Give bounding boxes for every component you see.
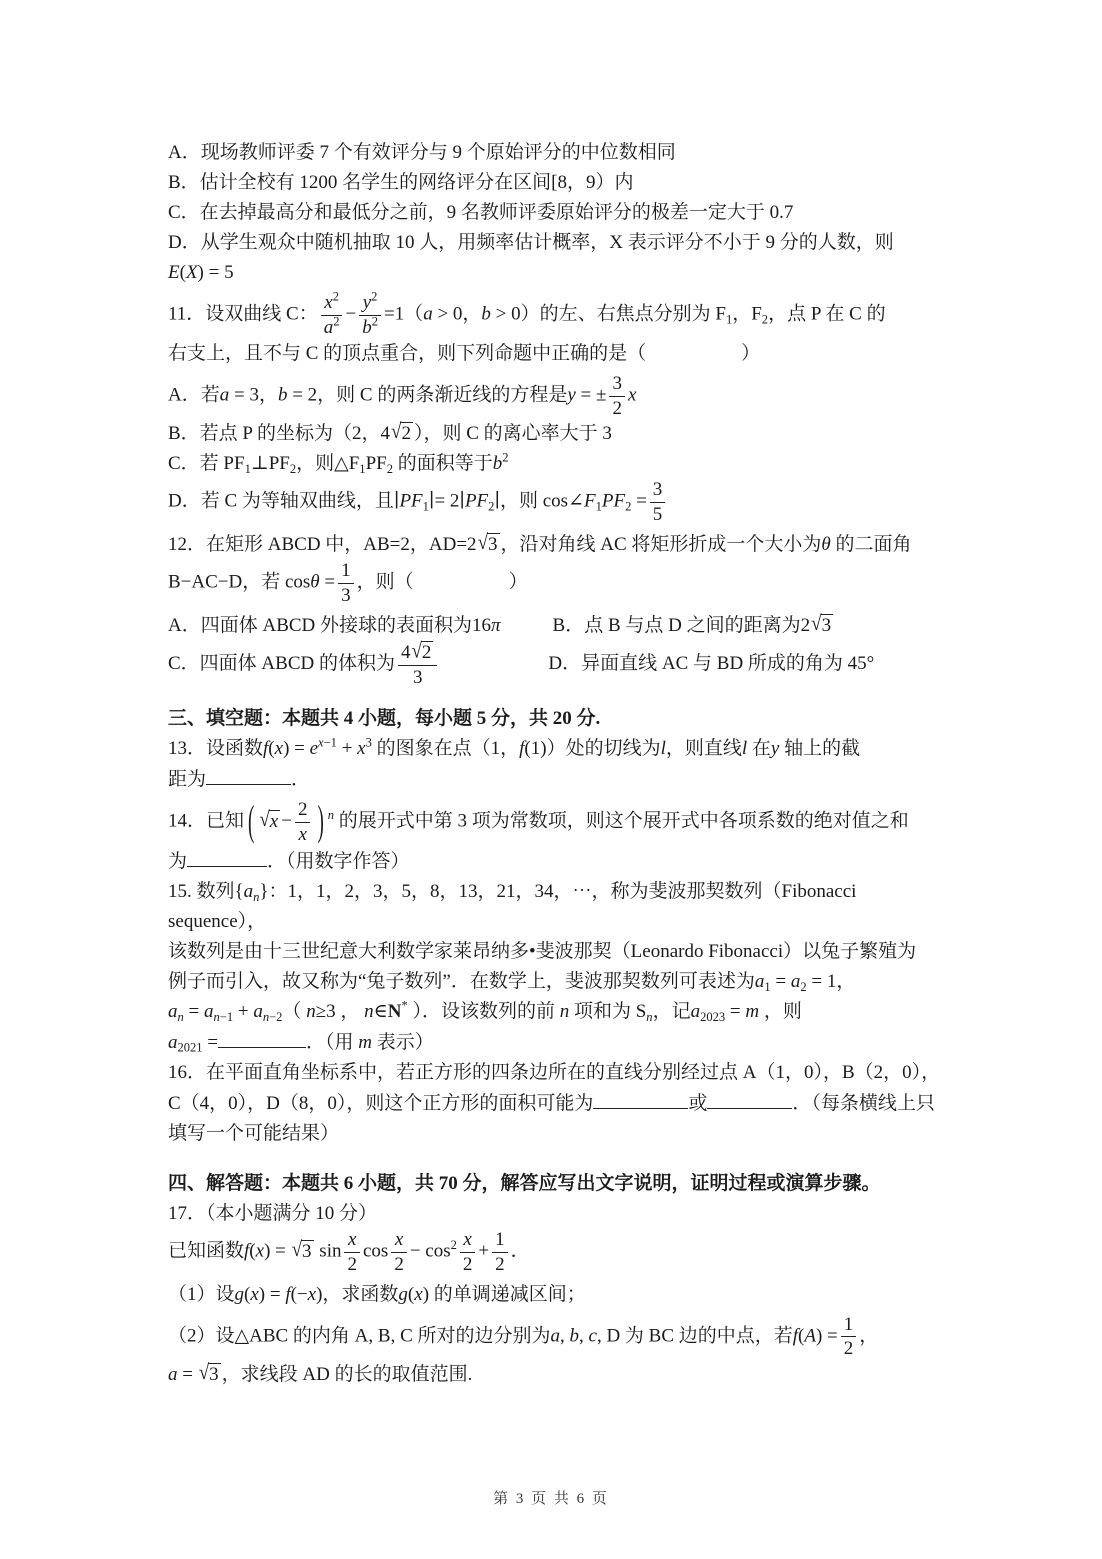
q15-stem-line5: $a_{2021}$ = ．（用 m 表示） [168,1027,946,1058]
q11-option-d: D．若 C 为等轴双曲线，且$∣PF_1∣=$ $2∣PF_2∣$，则 $\cos\angle F_1PF_2$ = $\frac{3}{5}$ [168,479,946,526]
q10-option-d-formula: E(X) = 5 [168,262,234,283]
q15-stem-line4: $a_n = a_{n-1} + a_{n-2}$（ n≥3 ， n∈N* ）．设该数列的前 n 项和为 $S_n$，记$a_{2023} = m$ ，则 [168,998,802,1024]
q12-stem-line2: B−AC−D，若 cosθ = $\frac{1}{3}$ ，则（ ） [168,560,528,606]
q17-function: 已知函数f(x) = √3 sin $\frac{x}{2}$ cos $\frac{x}{2}$ − $\cos^2$ $\frac{x}{2}$ + $\frac{1}{2}$ ． [168,1228,530,1275]
q15-stem-line2: 该数列是由十三世纪意大利数学家莱昂纳多•斐波那契（Leonardo Fibonacci）以兔子繁殖为 [168,941,917,962]
q12-stem-line1: 12．在矩形 ABCD 中，AB=2，AD=2√3 ，沿对角线 AC 将矩形折成一个大小为θ 的二面角 [168,530,912,556]
q11-option-b: B．若点 P 的坐标为（2，4√2 ），则 C 的离心率大于 3 [168,420,612,445]
page-content [168,138,946,1390]
q17-part2-line1: （2）设△ABC 的内角 A, B, C 所对的边分别为a, b, c, D 为 BC 边的中点，若f(A) = $\frac{1}{2}$ ， [168,1313,879,1360]
q13-stem-line2: 距为 ． [168,764,946,795]
q17-title: 17．（本小题满分 10 分） [168,1202,378,1224]
q17-part2-line2: a = √3 ，求线段 AD 的长的取值范围. [168,1361,473,1386]
section3-header: 三、填空题：本题共 4 小题，每小题 5 分，共 20 分. [168,708,601,730]
q10-option-d: D．从学生观众中随机抽取 10 人，用频率估计概率，X 表示评分不小于 9 分的人数，则 [168,232,894,253]
section4-header: 四、解答题：本题共 6 小题，共 70 分，解答应写出文字说明，证明过程或演算步骤。 [168,1172,881,1194]
q16-stem-line3: 填写一个可能结果） [168,1122,340,1144]
q10-option-a: A．现场教师评委 7 个有效评分与 9 个原始评分的中位数相同 [168,142,676,163]
q11-stem-line1: 11．设双曲线 C： $\frac{x^2}{a^2}$ − $\frac{y^2}{b^2}$ =1（a > 0，b > 0）的左、右焦点分别为 $F_1$，$F_2$，点 P 在 C 的 [168,289,886,338]
q16-stem-line2: C（4，0），D（8，0），则这个正方形的面积可能为 或 ．（每条横线上只 [168,1088,946,1119]
q10-option-c: C．在去掉最高分和最低分之前，9 名教师评委原始评分的极差一定大于 0.7 [168,202,794,223]
q15-stem-line1: 15. 数列$\{a_n\}$：1，1，2，3，5，8，13，21，34，⋯，称为斐波那契数列（Fibonacci sequence）， [168,881,857,932]
q11-stem-line2: 右支上，且不与 C 的顶点重合，则下列命题中正确的是（ ） [168,342,761,364]
q14-stem-line2: 为 ．（用数字作答） [168,846,946,877]
q15-stem-line3: 例子而引入，故又称为“兔子数列”．在数学上，斐波那契数列可表述为$a_1 = a_2 = 1$， [168,971,856,994]
q16-stem-line1: 16．在平面直角坐标系中，若正方形的四条边所在的直线分别经过点 A（1，0），B（2，0）， [168,1061,941,1083]
q14-stem-line1: 14．已知 ( √x − $\frac{2}{x}$ ) $^n$ 的展开式中第 3 项为常数项，则这个展开式中各项系数的绝对值之和 [168,797,909,846]
q13-stem-line1: 13．设函数$f(x) = e^{x-1} + x^3$ 的图象在点（1，f(1)）处的切线为l，则直线l 在y 轴上的截 [168,735,861,760]
q11-option-c: C．若 $PF_1\perp PF_2$，则$\triangle F_1PF_2$ 的面积等于$b^2$ [168,450,509,477]
page-number: 第 3 页 共 6 页 [493,1491,609,1507]
q12-options-ab: A．四面体 ABCD 外接球的表面积为16π B．点 B 与点 D 之间的距离为2√3 [168,611,832,636]
q17-part1: （1）设g(x) = f(−x)，求函数g(x) 的单调递减区间； [168,1283,586,1305]
q12-options-cd: C．四面体 ABCD 的体积为 $\frac{4√2}{3}$ D．异面直线 AC 与 BD 所成的角为 45° [168,639,875,688]
q10-option-b: B．估计全校有 1200 名学生的网络评分在区间[8，9）内 [168,172,634,193]
q11-option-a: A．若a = 3，b = 2，则 C 的两条渐近线的方程是y = ± $\frac{3}{2}$ x [168,372,637,419]
